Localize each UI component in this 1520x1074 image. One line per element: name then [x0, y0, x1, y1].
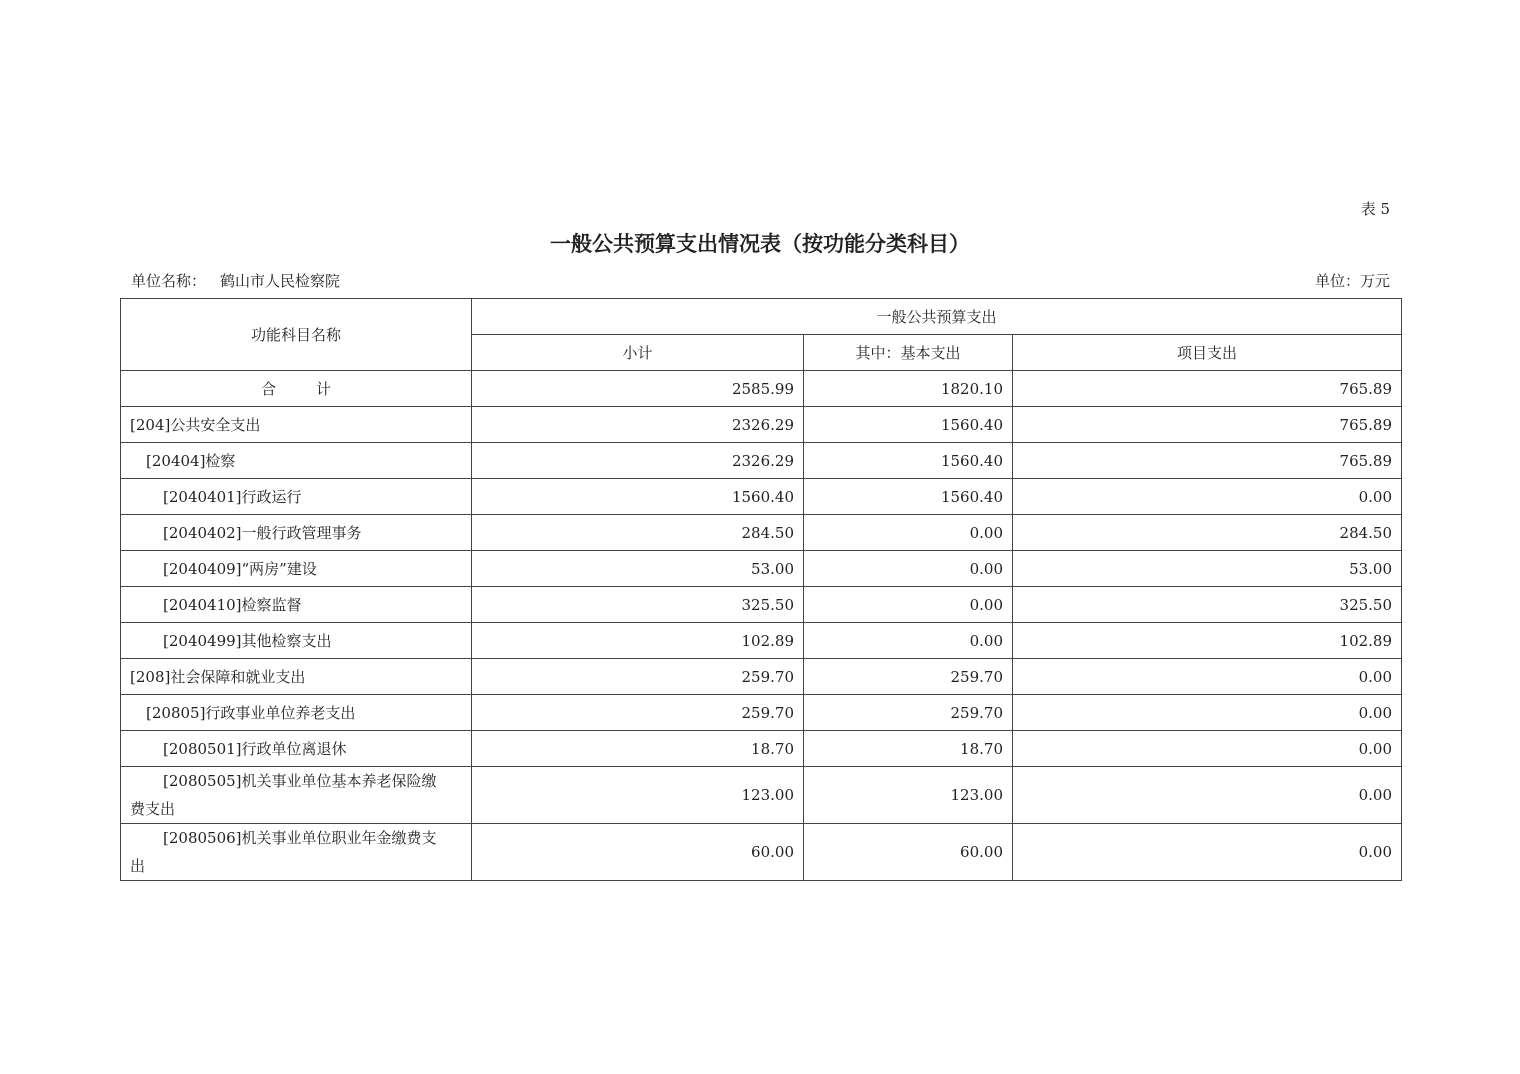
row-name: [2080505]机关事业单位基本养老保险缴 费支出	[121, 767, 472, 824]
row-basic: 0.00	[804, 623, 1013, 659]
row-basic: 1560.40	[804, 479, 1013, 515]
column-header-project: 项目支出	[1013, 335, 1402, 371]
row-project: 0.00	[1013, 767, 1402, 824]
row-basic: 1560.40	[804, 443, 1013, 479]
total-label: 合 计	[121, 371, 472, 407]
table-row	[121, 587, 1402, 623]
row-subtotal: 2326.29	[472, 407, 804, 443]
row-name: [20805]行政事业单位养老支出	[121, 695, 472, 731]
row-name: [2040401]行政运行	[121, 479, 472, 515]
row-name: [2040499]其他检察支出	[121, 623, 472, 659]
table-row	[121, 695, 1402, 731]
row-project: 0.00	[1013, 659, 1402, 695]
unit-name-line	[131, 270, 340, 291]
row-name: [2080506]机关事业单位职业年金缴费支 出	[121, 824, 472, 881]
row-basic: 18.70	[804, 731, 1013, 767]
row-basic: 259.70	[804, 659, 1013, 695]
row-basic: 123.00	[804, 767, 1013, 824]
row-project: 0.00	[1013, 695, 1402, 731]
row-basic: 60.00	[804, 824, 1013, 881]
row-subtotal: 259.70	[472, 695, 804, 731]
row-project: 53.00	[1013, 551, 1402, 587]
row-subtotal: 259.70	[472, 659, 804, 695]
document-title: 一般公共预算支出情况表（按功能分类科目）	[550, 231, 970, 256]
row-subtotal: 325.50	[472, 587, 804, 623]
row-name: [20404]检察	[121, 443, 472, 479]
row-name: [2040402]一般行政管理事务	[121, 515, 472, 551]
row-project: 0.00	[1013, 824, 1402, 881]
row-project: 102.89	[1013, 623, 1402, 659]
row-project: 0.00	[1013, 731, 1402, 767]
column-header-name: 功能科目名称	[121, 299, 472, 371]
row-project: 765.89	[1013, 443, 1402, 479]
row-project: 325.50	[1013, 587, 1402, 623]
row-subtotal: 60.00	[472, 824, 804, 881]
row-basic: 0.00	[804, 551, 1013, 587]
row-project: 765.89	[1013, 407, 1402, 443]
total-row	[121, 371, 1402, 407]
table-row	[121, 731, 1402, 767]
row-name: [2040409]“两房”建设	[121, 551, 472, 587]
row-name: [2040410]检察监督	[121, 587, 472, 623]
row-subtotal: 18.70	[472, 731, 804, 767]
currency-unit: 单位：万元	[1314, 272, 1390, 290]
row-subtotal: 284.50	[472, 515, 804, 551]
row-subtotal: 2326.29	[472, 443, 804, 479]
row-name: [2080501]行政单位离退休	[121, 731, 472, 767]
row-name: [208]社会保障和就业支出	[121, 659, 472, 695]
total-subtotal: 2585.99	[472, 371, 804, 407]
header-row-1	[121, 299, 1402, 335]
row-basic: 0.00	[804, 515, 1013, 551]
unit-name: 鹤山市人民检察院	[220, 272, 341, 290]
table-row	[121, 479, 1402, 515]
table-row	[121, 623, 1402, 659]
row-project: 0.00	[1013, 479, 1402, 515]
table-row	[121, 407, 1402, 443]
table-row	[121, 824, 1402, 881]
column-header-subtotal: 小计	[472, 335, 804, 371]
row-subtotal: 123.00	[472, 767, 804, 824]
row-subtotal: 102.89	[472, 623, 804, 659]
table-row	[121, 443, 1402, 479]
column-header-group: 一般公共预算支出	[472, 299, 1402, 335]
row-basic: 0.00	[804, 587, 1013, 623]
budget-table	[120, 298, 1402, 881]
row-basic: 1560.40	[804, 407, 1013, 443]
table-row	[121, 767, 1402, 824]
total-project: 765.89	[1013, 371, 1402, 407]
column-header-basic: 其中：基本支出	[804, 335, 1013, 371]
row-name: [204]公共安全支出	[121, 407, 472, 443]
total-basic: 1820.10	[804, 371, 1013, 407]
row-subtotal: 53.00	[472, 551, 804, 587]
row-subtotal: 1560.40	[472, 479, 804, 515]
table-row	[121, 551, 1402, 587]
row-basic: 259.70	[804, 695, 1013, 731]
row-project: 284.50	[1013, 515, 1402, 551]
table-row	[121, 515, 1402, 551]
table-row	[121, 659, 1402, 695]
unit-name-label: 单位名称：	[131, 272, 207, 290]
table-number: 表 5	[1360, 200, 1390, 218]
